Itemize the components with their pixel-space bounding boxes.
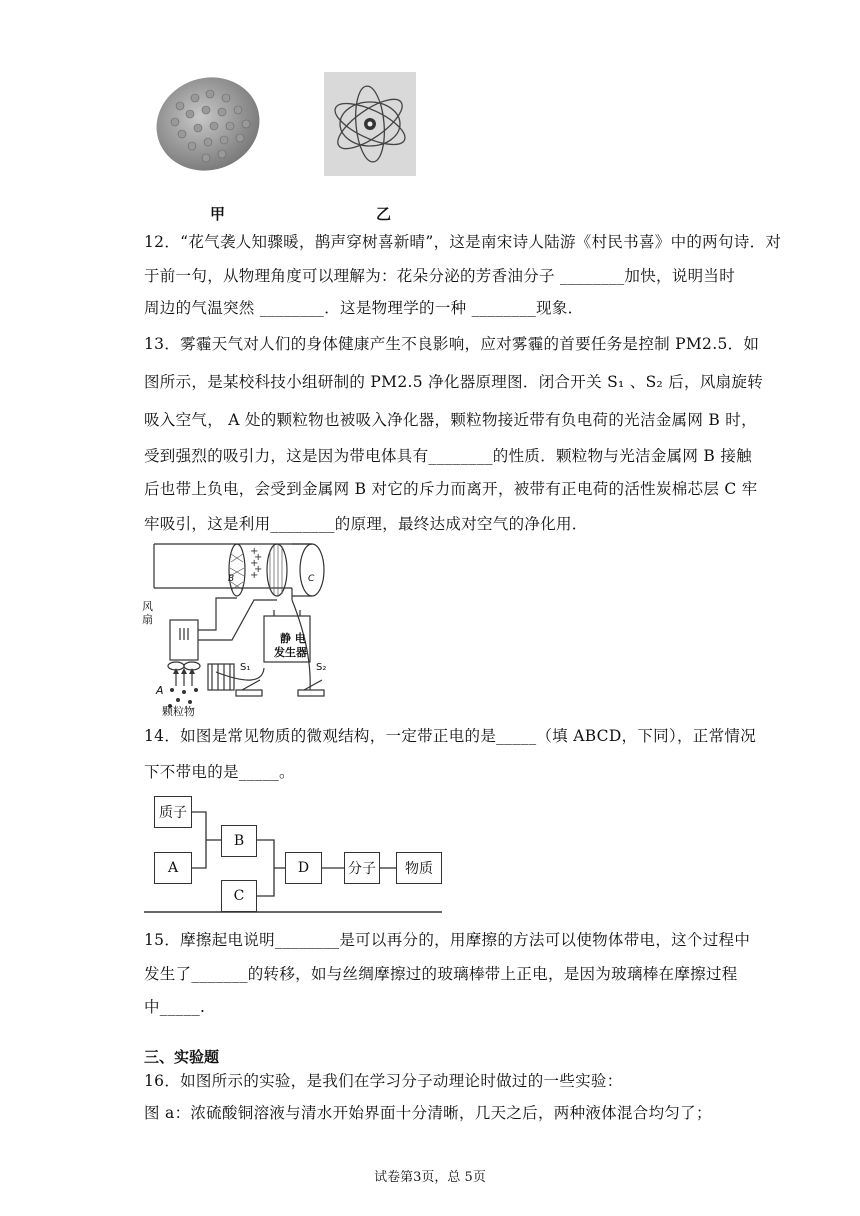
purifier-label-c: C <box>308 574 315 584</box>
figure-yi-label: 乙 <box>376 205 392 223</box>
figure-yi-image <box>324 72 416 176</box>
figure-jia-label: 甲 <box>210 205 226 223</box>
q12-line-1: 12．“花气袭人知骤暖，鹊声穿树喜新晴”，这是南宋诗人陆游《村民书喜》中的两句诗．对 <box>144 233 782 251</box>
structure-box-matter: 物质 <box>396 852 442 884</box>
structure-box-proton: 质子 <box>154 796 192 828</box>
structure-box-molecule: 分子 <box>344 852 380 884</box>
svg-text:+: + <box>250 558 259 569</box>
q13-line-2: 图所示，是某校科技小组研制的 PM2.5 净化器原理图．闭合开关 S₁ 、S₂ 后，风扇旋转 <box>144 373 764 391</box>
q13-line-6: 牢吸引，这是利用________的原理，最终达成对空气的净化用． <box>144 515 588 533</box>
purifier-label-s2: S₂ <box>316 662 327 673</box>
purifier-label-s1: S₁ <box>240 662 251 673</box>
q13-line-4: 受到强烈的吸引力，这是因为带电体具有________的性质．颗粒物与光洁金属网 B 接触 <box>144 447 752 465</box>
q13-line-1: 13．雾霾天气对人们的身体健康产生不良影响，应对雾霾的首要任务是控制 PM2.5．如 <box>144 335 760 353</box>
q15-line-3: 中_____. <box>144 998 206 1016</box>
purifier-generator-label-1: 静 电 <box>280 632 306 645</box>
structure-box-d: D <box>285 852 322 884</box>
structure-box-b: B <box>221 825 257 857</box>
purifier-diagram <box>142 540 338 722</box>
structure-box-c: C <box>221 880 257 912</box>
section-title-experiments: 三、实验题 <box>144 1048 220 1066</box>
figure-jia-image <box>150 76 270 176</box>
svg-text:+: + <box>254 564 263 575</box>
purifier-generator-label-2: 发生器 <box>274 646 307 659</box>
page-footer: 试卷第3页，总 5页 <box>374 1170 486 1185</box>
q13-line-3: 吸入空气， A 处的颗粒物也被吸入净化器，颗粒物接近带有负电荷的光洁金属网 B 时， <box>144 411 757 429</box>
q14-line-2: 下不带电的是_____。 <box>144 763 295 781</box>
svg-text:+: + <box>250 546 259 557</box>
q16-line-1: 16．如图所示的实验，是我们在学习分子动理论时做过的一些实验： <box>144 1072 623 1090</box>
q13-line-5: 后也带上负电，会受到金属网 B 对它的斥力而离开，被带有正电荷的活性炭棉芯层 C 牢 <box>144 480 758 498</box>
purifier-fan-label-1: 风 <box>142 600 153 613</box>
q12-line-3: 周边的气温突然 ________．这是物理学的一种 ________现象． <box>144 299 584 317</box>
purifier-label-particles: 颗粒物 <box>162 705 195 718</box>
purifier-label-a: A <box>156 684 164 697</box>
q14-line-1: 14．如图是常见物质的微观结构，一定带正电的是_____（填 ABCD，下同），正常情况 <box>144 727 757 745</box>
purifier-label-b: B <box>228 574 235 584</box>
structure-box-a: A <box>154 852 192 884</box>
svg-text:+: + <box>254 552 263 563</box>
q12-line-2: 于前一句，从物理角度可以理解为：花朵分泌的芳香油分子 ________加快，说明当时 <box>144 267 736 285</box>
q15-line-1: 15．摩擦起电说明________是可以再分的，用摩擦的方法可以使物体带电，这个过程中 <box>144 931 751 949</box>
q15-line-2: 发生了_______的转移，如与丝绸摩擦过的玻璃棒带上正电，是因为玻璃棒在摩擦过程 <box>144 965 738 983</box>
svg-text:+: + <box>250 570 259 581</box>
q16-line-2: 图 a：浓硫酸铜溶液与清水开始界面十分清晰，几天之后，两种液体混合均匀了； <box>144 1104 712 1122</box>
purifier-fan-label-2: 扇 <box>142 613 153 626</box>
